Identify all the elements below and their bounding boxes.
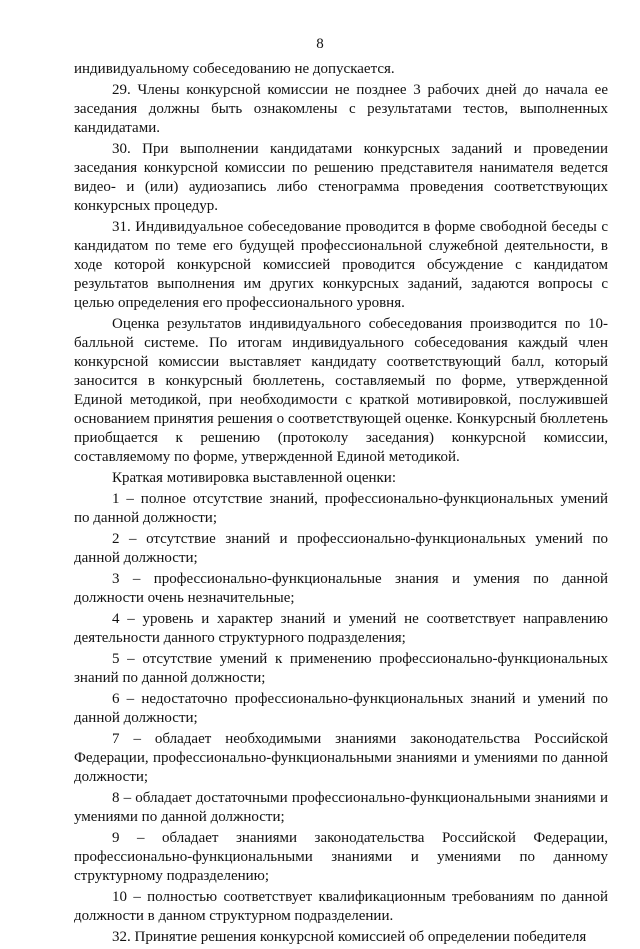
paragraph-31: 31. Индивидуальное собеседование проводится в форме свободной беседы с кандидатом по теме его будущей профессиональной служебной деятельности, в ходе которой конкурсной комиссией проводится обсуждение с кандидатом результатов выполнения им других конкурсных заданий, задаются вопросы с целью определения его профессионального уровня. — [74, 219, 608, 311]
paragraph-continuation: индивидуальному собеседованию не допускается. — [74, 61, 395, 77]
score-item-7: 7 – обладает необходимыми знаниями законодательства Российской Федерации, профессионально-функциональными знаниями и умениями по данной должности; — [74, 731, 608, 785]
paragraph-motivation-intro: Краткая мотивировка выставленной оценки: — [112, 470, 397, 486]
paragraph-assessment: Оценка результатов индивидуального собеседования производится по 10-балльной системе. По итогам индивидуального собеседования каждый член конкурсной комиссии выставляет кандидату соответствующий балл, который заносится в конкурсный бюллетень, составляемый по форме, утвержденной Единой методикой, при необходимости с краткой мотивировкой, послужившей основанием принятия решения о соответствующей оценке. Конкурсный бюллетень приобщается к решению (протоколу заседания) конкурсной комиссии, составляемому по форме, утвержденной Единой методикой. — [74, 316, 608, 465]
paragraph-30: 30. При выполнении кандидатами конкурсных заданий и проведении заседания конкурсной комиссии по решению представителя нанимателя ведется видео- и (или) аудиозапись либо стенограмма проведения соответствующих конкурсных процедур. — [74, 141, 608, 214]
score-item-6: 6 – недостаточно профессионально-функциональных знаний и умений по данной должности; — [74, 691, 608, 726]
score-item-10: 10 – полностью соответствует квалификационным требованиям по данной должности в данном структурном подразделении. — [74, 889, 608, 924]
document-body — [74, 60, 608, 949]
paragraph-32: 32. Принятие решения конкурсной комиссией об определении победителя — [112, 929, 587, 945]
paragraph-29: 29. Члены конкурсной комиссии не позднее 3 рабочих дней до начала ее заседания должны быть ознакомлены с результатами тестов, выполненных кандидатами. — [74, 82, 608, 136]
score-item-4: 4 – уровень и характер знаний и умений не соответствует направлению деятельности данного структурного подразделения; — [74, 611, 608, 646]
score-item-1: 1 – полное отсутствие знаний, профессионально-функциональных умений по данной должности; — [74, 491, 608, 526]
score-item-2: 2 – отсутствие знаний и профессионально-функциональных умений по данной должности; — [74, 531, 608, 566]
score-item-8: 8 – обладает достаточными профессионально-функциональными знаниями и умениями по данной должности; — [74, 790, 608, 825]
score-item-5: 5 – отсутствие умений к применению профессионально-функциональных знаний по данной должности; — [74, 651, 608, 686]
score-item-9: 9 – обладает знаниями законодательства Российской Федерации, профессионально-функциональными знаниями и умениями по данному структурному подразделению; — [74, 830, 608, 884]
score-item-3: 3 – профессионально-функциональные знания и умения по данной должности очень незначительные; — [74, 571, 608, 606]
page-number: 8 — [316, 36, 324, 52]
